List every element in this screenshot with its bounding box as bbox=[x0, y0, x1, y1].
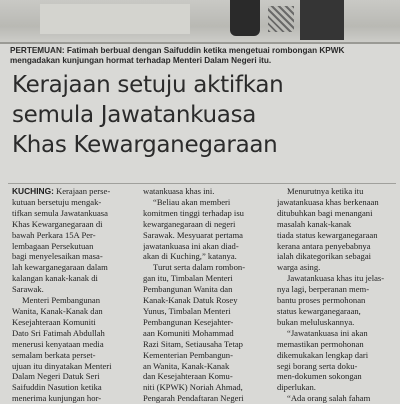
column-1-line: Dato Sri Fatimah Abdullah bbox=[12, 327, 105, 338]
column-3-line: “Jawatankuasa ini akan bbox=[287, 327, 368, 338]
column-3-line: warga asing. bbox=[277, 262, 321, 273]
column-2-line: Sarawak. Mesyuarat pertama bbox=[143, 229, 243, 240]
column-3-line: status kewarganegaraan, bbox=[277, 305, 361, 316]
column-1-line: tifkan semula Jawatankuasa bbox=[12, 207, 108, 218]
column-2-line: akan di Kuching,” katanya. bbox=[143, 251, 237, 262]
column-2-line: aan Komuniti Mohammad bbox=[143, 327, 234, 338]
column-2-line: an Wanita, Kanak-Kanak bbox=[143, 360, 230, 371]
column-3-line: kerana antara penyebabnya bbox=[277, 240, 371, 251]
column-2-line: Pembangunan Wanita dan bbox=[143, 284, 233, 295]
column-1-line: kalangan kanak-kanak di bbox=[12, 273, 98, 284]
column-1-line: ujuan itu dinyatakan Menteri bbox=[12, 360, 112, 371]
column-1-line: Saifuddin Nasution ketika bbox=[12, 382, 102, 393]
column-1-line: menerusi kenyataan media bbox=[12, 338, 104, 349]
column-3-line: bukan meluluskannya. bbox=[277, 316, 355, 327]
column-2-line: Kanak-Kanak Datuk Rosey bbox=[143, 295, 238, 306]
column-3-line: “Ada orang salah faham bbox=[287, 393, 371, 404]
column-2-line: Pembangunan Kesejahter- bbox=[143, 316, 234, 327]
caption-text: Fatimah berbual dengan Saifuddin ketika mengetuai rombongan KPWK mengadakan kunjungan hormat terhadap Menteri Dalam Negeri itu. bbox=[10, 46, 345, 65]
column-3-line: nya lagi, berperanan mem- bbox=[277, 284, 370, 295]
column-1-line: lembagaan Persekutuan bbox=[12, 240, 94, 251]
column-3-line: ditubuhkan bagi menangani bbox=[277, 207, 373, 218]
headline-line-3: Khas Kewarganegaraan bbox=[12, 132, 278, 158]
column-3-line: dikemukakan lengkap dari bbox=[277, 349, 369, 360]
column-2-line: Pengarah Pendaftaran Negeri bbox=[143, 393, 244, 404]
headline-divider bbox=[8, 183, 396, 184]
photo-figure-right bbox=[300, 0, 344, 40]
news-photo bbox=[0, 0, 400, 44]
article-headline bbox=[12, 70, 396, 160]
column-2-line: Kementerian Pembangun- bbox=[143, 349, 233, 360]
column-2-line: watankuasa khas ini. bbox=[143, 186, 215, 196]
column-3-line: ialah dikategorikan sebagai bbox=[277, 251, 372, 262]
column-3-line: masalah kanak-kanak bbox=[277, 218, 352, 229]
caption-lead: PERTEMUAN: bbox=[10, 46, 65, 55]
column-3-line: tiada status kewarganegaraan bbox=[277, 229, 378, 240]
column-3-line: memastikan permohonan bbox=[277, 338, 364, 349]
column-1-line: Wanita, Kanak-Kanak dan bbox=[12, 305, 103, 316]
column-3-line: diperlukan. bbox=[277, 382, 316, 393]
column-3-line: jawatankuasa khas berkenaan bbox=[277, 196, 379, 207]
column-3-line: segi borang serta doku- bbox=[277, 360, 358, 371]
column-2-line: niti (KPWK) Noriah Ahmad, bbox=[143, 382, 243, 393]
column-3-line: bantu proses permohonan bbox=[277, 295, 366, 306]
column-1-line: bawah Perkara 15A Per- bbox=[12, 229, 96, 240]
column-2-line: Yunus, Timbalan Menteri bbox=[143, 305, 231, 316]
column-2-line: kewarganegaraan di negeri bbox=[143, 218, 236, 229]
column-1-line: lah kewarganegaraan dalam bbox=[12, 262, 108, 273]
column-1-line: kutuan bersetuju mengak- bbox=[12, 196, 102, 207]
article-column-1 bbox=[12, 186, 130, 404]
column-1-line: Menteri Pembangunan bbox=[22, 295, 101, 306]
column-1-line: Khas Kewarganegaraan di bbox=[12, 218, 103, 229]
dateline: KUCHING: bbox=[12, 186, 54, 196]
column-2-line: komitmen tinggi terhadap isu bbox=[143, 207, 244, 218]
column-1-line: KUCHING: Kerajaan perse- bbox=[12, 186, 111, 196]
article-column-2 bbox=[143, 186, 266, 404]
headline-line-1: Kerajaan setuju aktifkan bbox=[12, 72, 284, 98]
column-1-line: Kesejahteraan Komuniti bbox=[12, 316, 96, 327]
column-1-line: menerima kunjungan hor- bbox=[12, 393, 102, 404]
column-2-line: gan itu, Timbalan Menteri bbox=[143, 273, 233, 284]
column-1-line: Dalam Negeri Datuk Seri bbox=[12, 371, 100, 382]
column-3-line: Jawatankuasa khas itu jelas- bbox=[287, 273, 385, 284]
column-2-line: dan Kesejahteraan Komu- bbox=[143, 371, 233, 382]
column-1-line: semalam berkata perset- bbox=[12, 349, 96, 360]
photo-bottom-edge bbox=[0, 42, 400, 44]
column-3-line: men-dokumen sokongan bbox=[277, 371, 362, 382]
column-2-line: Turut serta dalam rombon- bbox=[153, 262, 246, 273]
photo-background-wall bbox=[40, 4, 190, 34]
photo-caption bbox=[10, 46, 394, 66]
column-2-line: “Beliau akan memberi bbox=[153, 196, 231, 207]
photo-figure-left bbox=[230, 0, 260, 36]
column-1-line: Sarawak. bbox=[12, 284, 44, 295]
column-1-line: bagi menyelesaikan masa- bbox=[12, 251, 103, 262]
photo-patterned-fabric bbox=[268, 6, 294, 32]
article-column-3 bbox=[277, 186, 395, 404]
column-2-line: Razi Sitam, Setiausaha Tetap bbox=[143, 338, 243, 349]
column-3-line: Menurutnya ketika itu bbox=[287, 186, 364, 196]
headline-line-2: semula Jawatankuasa bbox=[12, 102, 257, 128]
column-2-line: jawatankuasa ini akan diad- bbox=[143, 240, 239, 251]
